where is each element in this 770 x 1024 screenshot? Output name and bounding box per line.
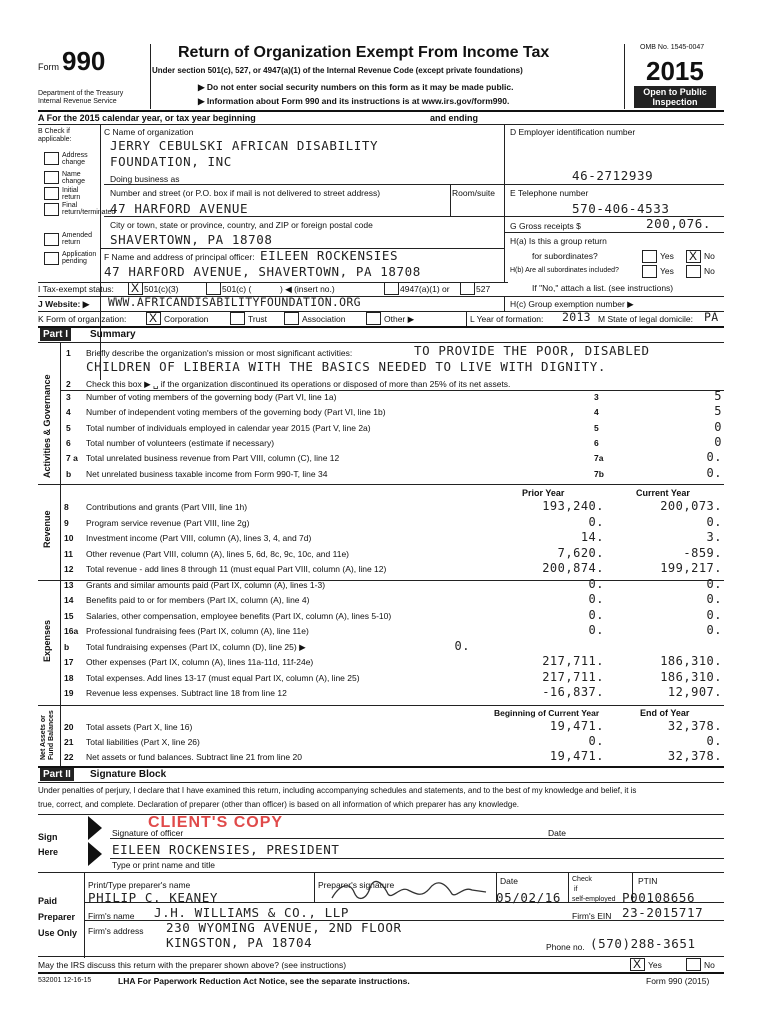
subordinates-included-label: H(b) Are all subordinates included? (510, 267, 619, 274)
ein-value: 46-2712939 (572, 168, 654, 183)
firm-phone: (570)288-3651 (590, 936, 696, 951)
hb-yes-checkbox[interactable] (642, 265, 657, 278)
line-number: 7 a (66, 453, 78, 464)
fin-line-label: Investment income (Part VIII, column (A), lines 3, 4, and 7d) (86, 533, 312, 543)
line-number: 14 (64, 595, 74, 605)
check-label: Check (572, 876, 592, 883)
dept-irs: Internal Revenue Service (38, 98, 117, 105)
perjury-line2: true, correct, and complete. Declaration of preparer (other than officer) is based on all information of which preparer has any knowledge. (38, 800, 519, 809)
discuss-no-label: No (704, 960, 715, 970)
prior-year-value: 7,620. (557, 545, 604, 560)
prior-year-value: 14. (580, 530, 604, 544)
sign-label: Sign (38, 832, 58, 842)
fin-line-label: Total revenue - add lines 8 through 11 (must equal Part VIII, column (A), line 12) (86, 564, 387, 574)
line-number: 5 (66, 422, 71, 433)
type-name-label: Type or print name and title (112, 860, 216, 870)
line-number: 11 (64, 548, 73, 559)
prep-sig-label: Preparer's signature (318, 880, 395, 890)
current-year-value: 0. (706, 592, 722, 606)
line-number: 19 (64, 688, 74, 698)
line-number: 12 (64, 564, 74, 574)
city-label: City or town, state or province, country, and ZIP or foreign postal code (110, 220, 373, 230)
status-501c-label: 501(c) ( (222, 284, 252, 294)
form-number: 990 (62, 46, 106, 76)
discuss-yes-checkbox[interactable] (630, 958, 645, 971)
prep-date-label: Date (500, 876, 518, 886)
gov-line-box: 5 (594, 422, 599, 433)
firm-address1: 230 WYOMING AVENUE, 2ND FLOOR (166, 920, 402, 935)
fundraising-inline-value: 0. (454, 638, 470, 653)
discontinued-label: Check this box ▶ ␣ if the organization discontinued its operations or disposed of more than 25% of its net assets. (86, 379, 511, 389)
hb-yes-label: Yes (660, 266, 674, 276)
corporation-label: Corporation (164, 314, 209, 324)
prior-year-value: 217,711. (542, 669, 604, 684)
gov-line-box: 4 (594, 407, 599, 418)
tax-year: 2015 (646, 56, 704, 86)
status-501c3-label: 501(c)(3) (144, 284, 179, 294)
other-org-checkbox[interactable] (366, 312, 381, 325)
current-year-value: 12,907. (667, 685, 722, 699)
sig-date-label: Date (548, 828, 566, 838)
state-domicile-label: M State of legal domicile: (598, 314, 693, 324)
gov-line-value: 5 (714, 404, 722, 419)
form-label: Form (38, 62, 59, 72)
line-number: 18 (64, 672, 74, 683)
officer-name: EILEEN ROCKENSIES (260, 248, 399, 263)
line-number: b (64, 641, 70, 652)
line-number: 13 (64, 579, 74, 590)
line-number: 20 (64, 722, 74, 732)
hb-no-checkbox[interactable] (686, 265, 701, 278)
current-year-value: 0. (706, 576, 722, 591)
footer-lha: LHA For Paperwork Reduction Act Notice, see the separate instructions. (118, 976, 410, 986)
corporation-checkbox[interactable] (146, 312, 161, 325)
group-return-label: H(a) Is this a group return (510, 236, 607, 246)
gov-line-box: 3 (594, 392, 599, 402)
form-subtitle: Under section 501(c), 527, or 4947(a)(1) of the Internal Revenue Code (except private foundations) (152, 66, 523, 75)
line-number: 16a (64, 626, 79, 636)
dept-treasury: Department of the Treasury (38, 90, 124, 97)
current-year-value: 200,073. (660, 499, 722, 513)
org-city: SHAVERTOWN, PA 18708 (110, 232, 273, 247)
form-of-org-label: K Form of organization: (38, 314, 127, 324)
preparer-name: PHILIP C. KEANEY (88, 890, 219, 905)
sign-arrow-icon (88, 816, 102, 840)
attach-list-note: If "No," attach a list. (see instructions) (532, 283, 674, 293)
org-name-line1: JERRY CEBULSKI AFRICAN DISABILITY (110, 138, 379, 153)
fin-line-label: Program service revenue (Part VIII, line 2g) (86, 517, 250, 528)
discuss-label: May the IRS discuss this return with the preparer shown above? (see instructions) (38, 960, 347, 970)
prior-year-value: 217,711. (542, 654, 604, 668)
status-4947-label: 4947(a)(1) or (400, 284, 450, 294)
footer-code: 532001 12-16-15 (38, 977, 92, 984)
prior-year-value: -16,837. (542, 685, 604, 699)
ptin-label: PTIN (638, 876, 658, 886)
name-change-label: Name change (62, 171, 85, 185)
signing-officer-name: EILEEN ROCKENSIES, PRESIDENT (112, 842, 340, 857)
and-ending-label: and ending (430, 113, 478, 123)
line-number: 9 (64, 517, 69, 528)
line-number: 10 (64, 533, 74, 543)
use-only-label: Use Only (38, 928, 78, 938)
amended-return-label: Amended return (62, 232, 92, 246)
prior-year-value: 193,240. (542, 499, 604, 513)
group-return-label2: for subordinates? (532, 251, 598, 261)
side-expenses: Expenses (42, 619, 52, 662)
telephone-value: 570-406-4533 (572, 201, 670, 216)
net-line-label: Total liabilities (Part X, line 26) (86, 737, 200, 747)
firm-name-label: Firm's name (88, 911, 135, 921)
gov-line-label: Net unrelated business taxable income from Form 990-T, line 34 (86, 468, 328, 479)
gov-line-label: Number of independent voting members of the governing body (Part VI, line 1b) (86, 407, 386, 418)
end-year-header: End of Year (640, 708, 690, 718)
current-year-value: 0. (706, 607, 722, 622)
line-number: 6 (66, 437, 71, 448)
ein-label: D Employer identification number (510, 127, 636, 137)
current-year-value: -859. (683, 545, 722, 560)
firm-ein-label: Firm's EIN (572, 911, 612, 921)
application-pending-label: Application pending (62, 251, 97, 265)
line-number: 3 (66, 392, 71, 402)
prep-name-label: Print/Type preparer's name (88, 880, 191, 890)
gov-line-box: 6 (594, 437, 599, 448)
prior-year-header: Prior Year (522, 488, 565, 498)
current-year-value: 3. (706, 530, 722, 544)
line-number: 4 (66, 407, 71, 418)
current-year-value: 186,310. (660, 669, 722, 684)
side-activities-gov: Activities & Governance (42, 374, 52, 478)
check-applicable-label: B Check if applicable: (38, 128, 72, 143)
room-suite-label: Room/suite (452, 188, 495, 198)
fin-line-label: Benefits paid to or for members (Part IX, column (A), line 4) (86, 595, 310, 605)
ha-no-mark: X (689, 249, 698, 263)
preparer-signature (330, 880, 490, 902)
side-revenue: Revenue (42, 510, 52, 548)
name-change-checkbox[interactable] (44, 171, 59, 184)
fin-line-label: Other revenue (Part VIII, column (A), lines 5, 6d, 8c, 9c, 10c, and 11e) (86, 548, 349, 559)
status-527-label: 527 (476, 284, 491, 294)
handwritten-signature (330, 880, 490, 902)
association-checkbox[interactable] (284, 312, 299, 325)
net-line-label: Total assets (Part X, line 16) (86, 722, 193, 732)
gov-line-label: Total unrelated business revenue from Part VIII, column (C), line 12 (86, 453, 340, 464)
sig-officer-label: Signature of officer (112, 828, 184, 838)
street-label: Number and street (or P.O. box if mail is not delivered to street address) (110, 188, 381, 198)
status-501c3-checkbox[interactable] (128, 282, 143, 295)
line-number: 8 (64, 502, 69, 512)
application-pending-checkbox[interactable] (44, 252, 59, 265)
section-a-label: A For the 2015 calendar year, or tax year beginning (38, 113, 256, 123)
end-year-value: 32,378. (667, 719, 722, 733)
here-label: Here (38, 847, 59, 857)
gov-line-value: 0. (706, 450, 722, 465)
fin-line-label: Total fundraising expenses (Part IX, column (D), line 25) ▶ (86, 641, 306, 652)
current-year-value: 0. (706, 514, 722, 529)
hb-no-label: No (704, 266, 715, 276)
line-number: b (66, 468, 72, 479)
final-return-label: Final return/terminated (62, 202, 116, 216)
part2-title: Signature Block (90, 769, 167, 780)
gov-line-box: 7a (594, 453, 604, 464)
gov-line-value: 0. (706, 465, 722, 480)
website-label: J Website: ▶ (38, 299, 90, 309)
fin-line-label: Other expenses (Part IX, column (A), lines 11a-11d, 11f-24e) (86, 657, 314, 667)
preparer-date: 05/02/16 (496, 890, 562, 905)
paid-label: Paid (38, 896, 58, 906)
net-line-label: Net assets or fund balances. Subtract line 21 from line 20 (86, 752, 302, 762)
current-year-header: Current Year (636, 488, 690, 498)
ha-no-label: No (704, 251, 715, 261)
status-4947-checkbox[interactable] (384, 282, 399, 295)
firm-address-label: Firm's address (88, 926, 144, 936)
prior-year-value: 0. (588, 576, 604, 591)
discuss-no-checkbox[interactable] (686, 958, 701, 971)
end-year-value: 0. (706, 734, 722, 748)
end-year-value: 32,378. (667, 749, 722, 763)
line-number: 21 (64, 737, 74, 747)
open-to-public: Open to Public Inspection (634, 86, 716, 108)
discuss-yes-mark: X (633, 957, 642, 971)
final-return-checkbox[interactable] (44, 203, 59, 216)
ha-no-checkbox[interactable] (686, 250, 701, 263)
discuss-yes-label: Yes (648, 960, 662, 970)
other-org-label: Other ▶ (384, 314, 415, 324)
gov-line-value: 0 (714, 434, 722, 449)
address-change-label: Address change (62, 152, 88, 166)
initial-return-label: Initial return (62, 187, 81, 201)
org-name-label: C Name of organization (104, 127, 194, 137)
prior-year-value: 0. (588, 592, 604, 606)
tax-exempt-status-label: I Tax-exempt status: (38, 284, 114, 294)
year-formation-label: L Year of formation: (470, 314, 544, 324)
ha-yes-label: Yes (660, 251, 674, 261)
association-label: Association (302, 314, 346, 324)
part1-label: Part I (40, 328, 71, 341)
status-501c3-mark: X (131, 281, 140, 295)
ptin-value: P00108656 (622, 890, 696, 905)
gross-receipts-value: 200,076. (646, 216, 712, 231)
prior-year-value: 0. (588, 623, 604, 637)
gov-line-value: 5 (714, 389, 722, 403)
fin-line-label: Contributions and grants (Part VIII, line 1h) (86, 502, 248, 512)
gov-line-box: 7b (594, 468, 604, 479)
trust-label: Trust (248, 314, 268, 324)
self-employed-label: self-employed (572, 896, 616, 903)
line-number: 17 (64, 657, 74, 667)
line-number: 22 (64, 752, 74, 762)
officer-address: 47 HARFORD AVENUE, SHAVERTOWN, PA 18708 (104, 264, 421, 279)
part1-title: Summary (90, 329, 136, 340)
gov-line-label: Total number of individuals employed in calendar year 2015 (Part V, line 2a) (86, 422, 371, 433)
gov-line-value: 0 (714, 419, 722, 434)
state-domicile-value: PA (704, 310, 719, 324)
mission-line2: CHILDREN OF LIBERIA WITH THE BASICS NEEDED TO LIVE WITH DIGNITY. (86, 359, 607, 374)
clients-copy-stamp: CLIENT'S COPY (148, 814, 284, 831)
form-title: Return of Organization Exempt From Income Tax (178, 44, 550, 61)
gov-line-label: Number of voting members of the governing body (Part VI, line 1a) (86, 392, 337, 402)
address-change-checkbox[interactable] (44, 152, 59, 165)
year-formation-value: 2013 (562, 310, 591, 324)
dba-label: Doing business as (110, 174, 180, 184)
current-year-value: 199,217. (660, 561, 722, 575)
mission-line1: TO PROVIDE THE POOR, DISABLED (414, 343, 650, 358)
amended-return-checkbox[interactable] (44, 233, 59, 246)
preparer-label: Preparer (38, 912, 76, 922)
ha-yes-checkbox[interactable] (642, 250, 657, 263)
fin-line-label: Grants and similar amounts paid (Part IX, column (A), lines 1-3) (86, 579, 326, 590)
trust-checkbox[interactable] (230, 312, 245, 325)
org-name-line2: FOUNDATION, INC (110, 154, 232, 169)
part2-label: Part II (40, 768, 74, 781)
if-label: if (574, 886, 578, 893)
current-year-value: 186,310. (660, 654, 722, 668)
line-number: 15 (64, 610, 74, 621)
omb-number: OMB No. 1545-0047 (640, 44, 705, 51)
status-501c-checkbox[interactable] (206, 282, 221, 295)
sign-arrow-icon (88, 842, 102, 866)
firm-ein: 23-2015717 (622, 905, 704, 920)
begin-year-value: 19,471. (549, 719, 604, 733)
org-street: 47 HARFORD AVENUE (110, 201, 249, 216)
begin-year-header: Beginning of Current Year (494, 708, 600, 718)
fin-line-label: Salaries, other compensation, employee benefits (Part IX, column (A), lines 5-10) (86, 610, 392, 621)
fin-line-label: Total expenses. Add lines 13-17 (must equal Part IX, column (A), line 25) (86, 672, 360, 683)
footer-form: Form 990 (2015) (646, 976, 710, 986)
website-value: WWW.AFRICANDISABILITYFOUNDATION.ORG (108, 295, 361, 309)
begin-year-value: 19,471. (549, 749, 604, 763)
current-year-value: 0. (706, 623, 722, 637)
phone-no-label: Phone no. (546, 942, 585, 952)
corporation-mark: X (149, 311, 158, 325)
status-527-checkbox[interactable] (460, 282, 475, 295)
firm-name: J.H. WILLIAMS & CO., LLP (154, 905, 350, 920)
prior-year-value: 0. (588, 607, 604, 622)
fin-line-label: Professional fundraising fees (Part IX, column (A), line 11e) (86, 626, 309, 636)
begin-year-value: 0. (588, 734, 604, 748)
mission-label: Briefly describe the organization's mission or most significant activities: (86, 348, 353, 358)
group-exemption-label: H(c) Group exemption number ▶ (510, 299, 634, 309)
side-net-assets: Net Assets or Fund Balances (40, 710, 55, 760)
prior-year-value: 0. (588, 514, 604, 529)
prior-year-value: 200,874. (542, 561, 604, 575)
notice-ssn: ▶ Do not enter social security numbers on this form as it may be made public. (198, 82, 514, 92)
telephone-label: E Telephone number (510, 188, 589, 198)
firm-address2: KINGSTON, PA 18704 (166, 935, 313, 950)
notice-info: ▶ Information about Form 990 and its instructions is at www.irs.gov/form990. (198, 96, 510, 106)
fin-line-label: Revenue less expenses. Subtract line 18 from line 12 (86, 688, 287, 698)
status-insert-label: ) ◀ (insert no.) (280, 284, 335, 294)
gov-line-label: Total number of volunteers (estimate if necessary) (86, 437, 275, 448)
principal-officer-label: F Name and address of principal officer: (104, 252, 255, 262)
initial-return-checkbox[interactable] (44, 187, 59, 200)
gross-receipts-label: G Gross receipts $ (510, 221, 581, 231)
perjury-line1: Under penalties of perjury, I declare that I have examined this return, including accompanying schedules and statements, and to the best of my knowledge and belief, it is (38, 786, 637, 795)
